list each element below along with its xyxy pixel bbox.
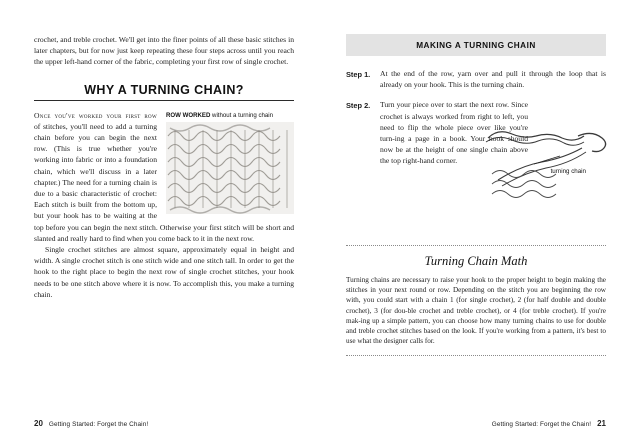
right-running-head: Getting Started: Forget the Chain!	[491, 421, 592, 428]
title-divider	[34, 100, 294, 101]
leader-line	[534, 156, 560, 164]
left-paragraph-1-rest: of stitches, you'll need to add a turning chain before you can begin the next row. (This is true whether you're working into fabric or into a foundation chain, which we'll discuss in a later chapter.) The need for a turning chain is due to a basic characteristic of crochet: Each stitch is built from the bottom up, but your hook has to be waiting at the top before you can begin the next stitch. Otherwise your first stitch will be short and slanted and really hard to find when you come back to it in the next row.	[34, 121, 294, 243]
math-section	[346, 245, 606, 356]
left-footer	[34, 419, 148, 428]
dotted-divider-top	[346, 245, 606, 246]
step-item	[346, 68, 606, 90]
right-page-number: 21	[597, 419, 606, 428]
left-running-head: Getting Started: Forget the Chain!	[48, 421, 149, 428]
right-page	[320, 0, 640, 448]
math-section-title: Turning Chain Math	[424, 253, 528, 268]
hook-callout-label: turning chain	[550, 168, 586, 175]
left-page-number: 20	[34, 419, 43, 428]
figure-caption-rest: without a turning chain	[210, 111, 274, 119]
left-top-paragraph-block	[34, 34, 294, 68]
left-paragraph-2: Single crochet stitches are almost square, approximately equal in height and width. A single crochet stitch is one stitch wide and one stitch tall. In order to get the hook to the right place to begin the next row of single crochet stitches, your hook needs to be one stitch above where it is now. To accomplish this, you make a turning chain.	[34, 245, 294, 299]
right-footer	[492, 419, 606, 428]
left-body-column	[34, 110, 294, 300]
math-section-text: Turning chains are necessary to raise your hook to the proper height to begin making the stitches in your next round or row. Depending on the stitch you are beginning the row with, you could start with a chain 1 (for single crochet), 2 (for half double and double crochet), 3 (for dou-ble crochet and treble crochet), or 4 (for treble crochet). If you're mak-ing up a simple pattern, you can choose how many turning chains to use for double and treble crochet stitches based on the look. If you're working from a pattern, it's best to use what the designer calls for.	[346, 275, 606, 346]
left-paragraph-1-lead: Once you've worked your first row	[34, 110, 157, 120]
dotted-divider-bottom	[346, 355, 606, 356]
crochet-swatch-illustration	[166, 122, 294, 214]
figure-caption-bold: ROW WORKED	[166, 111, 211, 119]
sidebar-banner-title: MAKING A TURNING CHAIN	[346, 34, 606, 56]
step-2-label: Step 2.	[346, 100, 371, 110]
hook-and-chain-drawing	[482, 122, 610, 208]
figure-row-worked	[166, 112, 294, 214]
step-1-text: At the end of the row, yarn over and pull it through the loop that is already on your hook. This is the turning chain.	[380, 69, 606, 90]
page-title: WHY A TURNING CHAIN?	[84, 82, 244, 97]
figure-caption	[166, 112, 294, 120]
crochet-hook-illustration	[482, 122, 610, 208]
left-top-paragraph: crochet, and treble crochet. We'll get into the finer points of all these basic stitches in later chapters, but for now just keep repeating these four steps across until you reach the upper left-hand corner of the fabric, completing your first row of single crochet.	[34, 35, 294, 67]
step-1-label: Step 1.	[346, 69, 371, 79]
step-2-text: Turn your piece over to start the next row. Since crochet is always worked from right to left, you need to flip the whole piece over like you're turn-ing a page in a book. Your hook should now be at the height of one single chain above the top right-hand corner.	[380, 100, 528, 166]
crochet-swatch-photo	[166, 122, 294, 214]
